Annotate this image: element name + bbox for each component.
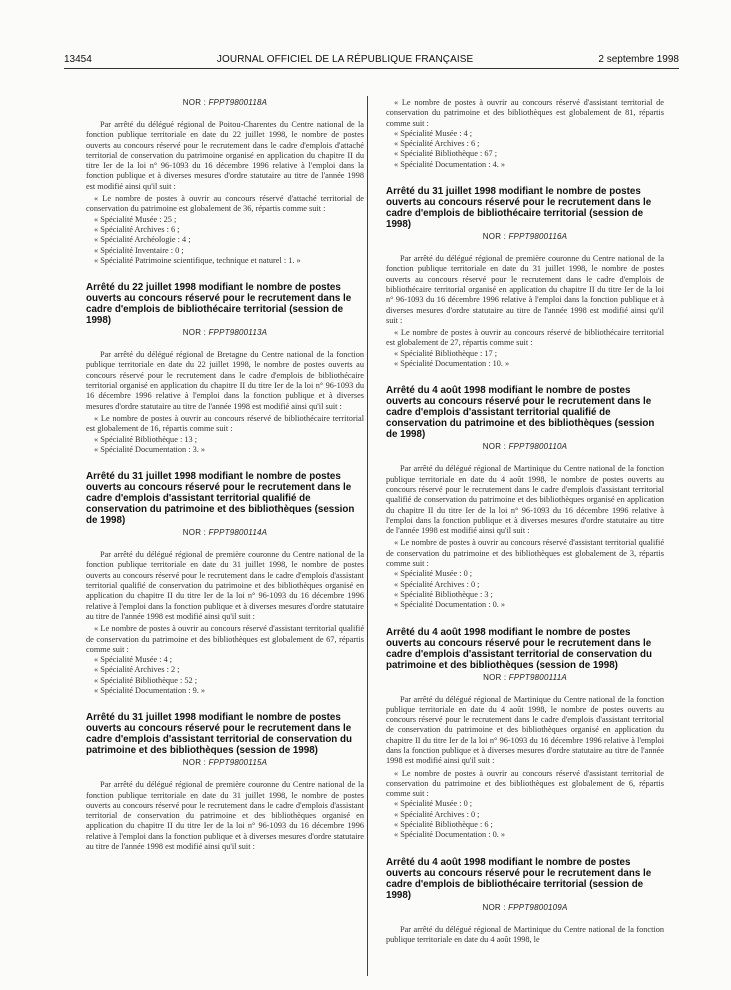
speciality-item: « Spécialité Bibliothèque : 67 ;	[394, 149, 498, 159]
journal-title: JOURNAL OFFICIEL DE LA RÉPUBLIQUE FRANÇAISE	[216, 54, 474, 65]
nor-reference: NOR : FPPT9800116A	[482, 232, 568, 242]
notice-quote: « Le nombre de postes à ouvrir au concours réservé d'assistant territorial de conservation du patrimoine et des bibliothèques est globalement de 81, répartis comme suit :	[386, 98, 664, 128]
speciality-list	[86, 215, 364, 266]
arrete-heading: Arrêté du 31 juillet 1998 modifiant le nombre de postes ouverts au concours réservé pour le recrutement dans le cadre d'emplois d'assistant territorial de conservation du patrimoine et des bibliothèques (session de 1998)	[86, 712, 352, 757]
speciality-item: « Spécialité Musée : 0 ;	[394, 569, 473, 579]
speciality-item: « Spécialité Archives : 0 ;	[394, 809, 480, 819]
arrete-heading: Arrêté du 4 août 1998 modifiant le nombre de postes ouverts au concours réservé pour le recrutement dans le cadre d'emplois d'assistant territorial qualifié de conservation du patrimoine et des bibliothèques (session de 1998)	[386, 385, 655, 441]
page-header	[64, 54, 679, 69]
notice-paragraph: Par arrêté du délégué régional de Martinique du Centre national de la fonction publique territoriale en date du 4 août 1998, le nombre de postes ouverts au concours réservé pour le recrutement dans le cadre d'emplois d'assistant territorial de conservation du patrimoine et des bibliothèques organisé en application du chapitre II du titre Ier de la loi n° 96-1093 du 16 décembre 1996 relative à l'emploi dans la fonction publique et à diverses mesures d'ordre statutaire au titre de l'année 1998 est modifié ainsi qu'il suit :	[386, 694, 664, 766]
publication-date: 2 septembre 1998	[598, 54, 679, 65]
speciality-item: « Spécialité Archives : 2 ;	[94, 665, 180, 675]
speciality-item: « Spécialité Musée : 4 ;	[94, 655, 173, 665]
notice-paragraph: Par arrêté du délégué régional de première couronne du Centre national de la fonction publique territoriale en date du 31 juillet 1998, le nombre de postes ouverts au concours réservé pour le recrutement dans le cadre d'emplois d'assistant territorial de conservation du patrimoine et des bibliothèques organisé en application du chapitre II du titre Ier de la loi n° 96-1093 du 16 décembre 1996 relative à l'emploi dans la fonction publique et à diverses mesures d'ordre statutaire au titre de l'année 1998 est modifié ainsi qu'il suit :	[86, 780, 364, 852]
speciality-item: « Spécialité Archives : 0 ;	[394, 579, 480, 589]
arrete-section	[86, 712, 364, 852]
speciality-item: « Spécialité Documentation : 9. »	[94, 685, 206, 695]
notice-paragraph: Par arrêté du délégué régional de Martinique du Centre national de la fonction publique territoriale en date du 4 août 1998, le nombre de postes ouverts au concours réservé pour le recrutement dans le cadre d'emplois d'assistant territorial qualifié de conservation du patrimoine et des bibliothèques organisé en application du chapitre II du titre Ier de la loi n° 96-1093 du 16 décembre 1996 relative à l'emploi dans la fonction publique et à diverses mesures d'ordre statutaire au titre de l'année 1998 est modifié ainsi qu'il suit :	[386, 464, 664, 536]
notice-quote: « Le nombre de postes à ouvrir au concours réservé d'assistant territorial de conservation du patrimoine et des bibliothèques est globalement de 6, répartis comme suit :	[386, 768, 664, 799]
speciality-item: « Spécialité Musée : 25 ;	[94, 214, 177, 224]
speciality-item: « Spécialité Musée : 0 ;	[394, 799, 473, 809]
speciality-item: « Spécialité Archives : 6 ;	[394, 139, 480, 149]
column-divider	[367, 96, 368, 976]
nor-reference: NOR : FPPT9800110A	[482, 442, 568, 452]
speciality-item: « Spécialité Musée : 4 ;	[394, 128, 473, 138]
right-column	[386, 98, 664, 961]
speciality-item: « Spécialité Bibliothèque : 13 ;	[94, 434, 198, 444]
notice-paragraph: Par arrêté du délégué régional de Bretagne du Centre national de la fonction publique territoriale en date du 22 juillet 1998, le nombre de postes ouverts au concours réservé pour le recrutement dans le cadre d'emplois de bibliothécaire territorial organisé en application du chapitre II du titre Ier de la loi n° 96-1093 du 16 décembre 1996 relative à l'emploi dans la fonction publique et à diverses mesures d'ordre statutaire au titre de l'année 1998 est modifié ainsi qu'il suit :	[86, 350, 364, 411]
speciality-item: « Spécialité Bibliothèque : 52 ;	[94, 675, 198, 685]
continuation-notice	[386, 98, 664, 170]
arrete-section	[386, 186, 664, 369]
notice-paragraph: Par arrêté du délégué régional de Poitou-Charentes du Centre national de la fonction publique territoriale en date du 22 juillet 1998, le nombre de postes ouverts au concours réservé pour le recrutement dans le cadre d'emplois d'attaché territorial de conservation du patrimoine organisé en application du chapitre II du titre Ier de la loi n° 96-1093 du 16 décembre 1996 relative à l'emploi dans la fonction publique et à diverses mesures d'ordre statutaire au titre de l'année 1998 est modifié ainsi qu'il suit :	[86, 120, 364, 191]
speciality-item: « Spécialité Documentation : 0. »	[394, 830, 506, 840]
arrete-section	[86, 471, 364, 696]
nor-reference: NOR : FPPT9800109A	[482, 902, 568, 912]
arrete-section	[386, 385, 664, 610]
speciality-item: « Spécialité Documentation : 4. »	[394, 159, 506, 169]
notice-paragraph: Par arrêté du délégué régional de Martinique du Centre national de la fonction publique territoriale en date du 4 août 1998, le	[386, 924, 664, 944]
nor-reference: NOR : FPPT9800113A	[182, 328, 268, 338]
speciality-list	[86, 655, 364, 696]
arrete-heading: Arrêté du 22 juillet 1998 modifiant le nombre de postes ouverts au concours réservé pour le recrutement dans le cadre d'emplois de bibliothécaire territorial (session de 1998)	[86, 282, 352, 327]
speciality-item: « Spécialité Archives : 6 ;	[94, 224, 180, 234]
speciality-item: « Spécialité Bibliothèque : 17 ;	[394, 348, 498, 358]
speciality-list	[86, 435, 364, 456]
arrete-section	[86, 282, 364, 455]
notice-paragraph: Par arrêté du délégué régional de première couronne du Centre national de la fonction publique territoriale en date du 31 juillet 1998, le nombre de postes ouverts au concours réservé pour le recrutement dans le cadre d'emplois d'assistant territorial qualifié de conservation du patrimoine et des bibliothèques organisé en application du chapitre II du titre Ier de la loi n° 96-1093 du 16 décembre 1996 relative à l'emploi dans la fonction publique et à diverses mesures d'ordre statutaire au titre de l'année 1998 est modifié ainsi qu'il suit :	[86, 550, 364, 621]
nor-reference: NOR : FPPT9800111A	[483, 672, 567, 682]
speciality-item: « Spécialité Archéologie : 4 ;	[94, 235, 191, 245]
page-number: 13454	[64, 54, 92, 65]
notice-quote: « Le nombre de postes à ouvrir au concours réservé d'assistant territorial qualifié de conservation du patrimoine et des bibliothèques est globalement de 67, répartis comme suit :	[86, 624, 364, 654]
speciality-item: « Spécialité Documentation : 10. »	[394, 359, 510, 369]
arrete-section	[386, 857, 664, 946]
speciality-list	[386, 129, 664, 170]
left-column	[86, 98, 364, 868]
nor-reference: NOR : FPPT9800114A	[182, 528, 268, 538]
speciality-item: « Spécialité Documentation : 0. »	[394, 600, 506, 610]
speciality-list	[386, 799, 664, 840]
speciality-item: « Spécialité Bibliothèque : 3 ;	[394, 589, 493, 599]
speciality-list	[386, 569, 664, 610]
intro-notice	[86, 98, 364, 266]
speciality-list	[386, 349, 664, 370]
notice-quote: « Le nombre de postes à ouvrir au concours réservé de bibliothécaire territorial est globalement de 16, répartis comme suit :	[86, 413, 364, 434]
speciality-item: « Spécialité Bibliothèque : 6 ;	[394, 820, 493, 830]
arrete-heading: Arrêté du 4 août 1998 modifiant le nombre de postes ouverts au concours réservé pour le recrutement dans le cadre d'emplois d'assistant territorial de conservation du patrimoine et des bibliothèques (session de 1998)	[386, 626, 652, 671]
notice-quote: « Le nombre de postes à ouvrir au concours réservé d'attaché territorial de conservation du patrimoine est globalement de 36, répartis comme suit :	[86, 194, 364, 214]
speciality-item: « Spécialité Inventaire : 0 ;	[94, 245, 184, 255]
arrete-heading: Arrêté du 4 août 1998 modifiant le nombre de postes ouverts au concours réservé pour le recrutement dans le cadre d'emplois de bibliothécaire territorial (session de 1998)	[386, 856, 652, 901]
arrete-section	[386, 627, 664, 841]
notice-quote: « Le nombre de postes à ouvrir au concours réservé d'assistant territorial qualifié de conservation du patrimoine et des bibliothèques est globalement de 3, répartis comme suit :	[386, 538, 664, 569]
notice-paragraph: Par arrêté du délégué régional de première couronne du Centre national de la fonction publique territoriale en date du 31 juillet 1998, le nombre de postes ouverts au concours réservé pour le recrutement dans le cadre d'emplois de bibliothécaire territorial organisé en application du chapitre II du titre Ier de la loi n° 96-1093 du 16 décembre 1996 relative à l'emploi dans la fonction publique et à diverses mesures d'ordre statutaire au titre de l'année 1998 est modifié ainsi qu'il suit :	[386, 254, 664, 325]
speciality-item: « Spécialité Patrimoine scientifique, technique et naturel : 1. »	[94, 255, 301, 265]
nor-reference: NOR : FPPT9800118A	[182, 98, 268, 107]
arrete-heading: Arrêté du 31 juillet 1998 modifiant le nombre de postes ouverts au concours réservé pour le recrutement dans le cadre d'emplois de bibliothécaire territorial (session de 1998)	[386, 186, 652, 231]
nor-reference: NOR : FPPT9800115A	[182, 758, 268, 768]
notice-quote: « Le nombre de postes à ouvrir au concours réservé de bibliothécaire territorial est globalement de 27, répartis comme suit :	[386, 328, 664, 348]
speciality-item: « Spécialité Documentation : 3. »	[94, 444, 206, 454]
arrete-heading: Arrêté du 31 juillet 1998 modifiant le nombre de postes ouverts au concours réservé pour le recrutement dans le cadre d'emplois d'assistant territorial qualifié de conservation du patrimoine et des bibliothèques (session de 1998)	[86, 471, 355, 527]
